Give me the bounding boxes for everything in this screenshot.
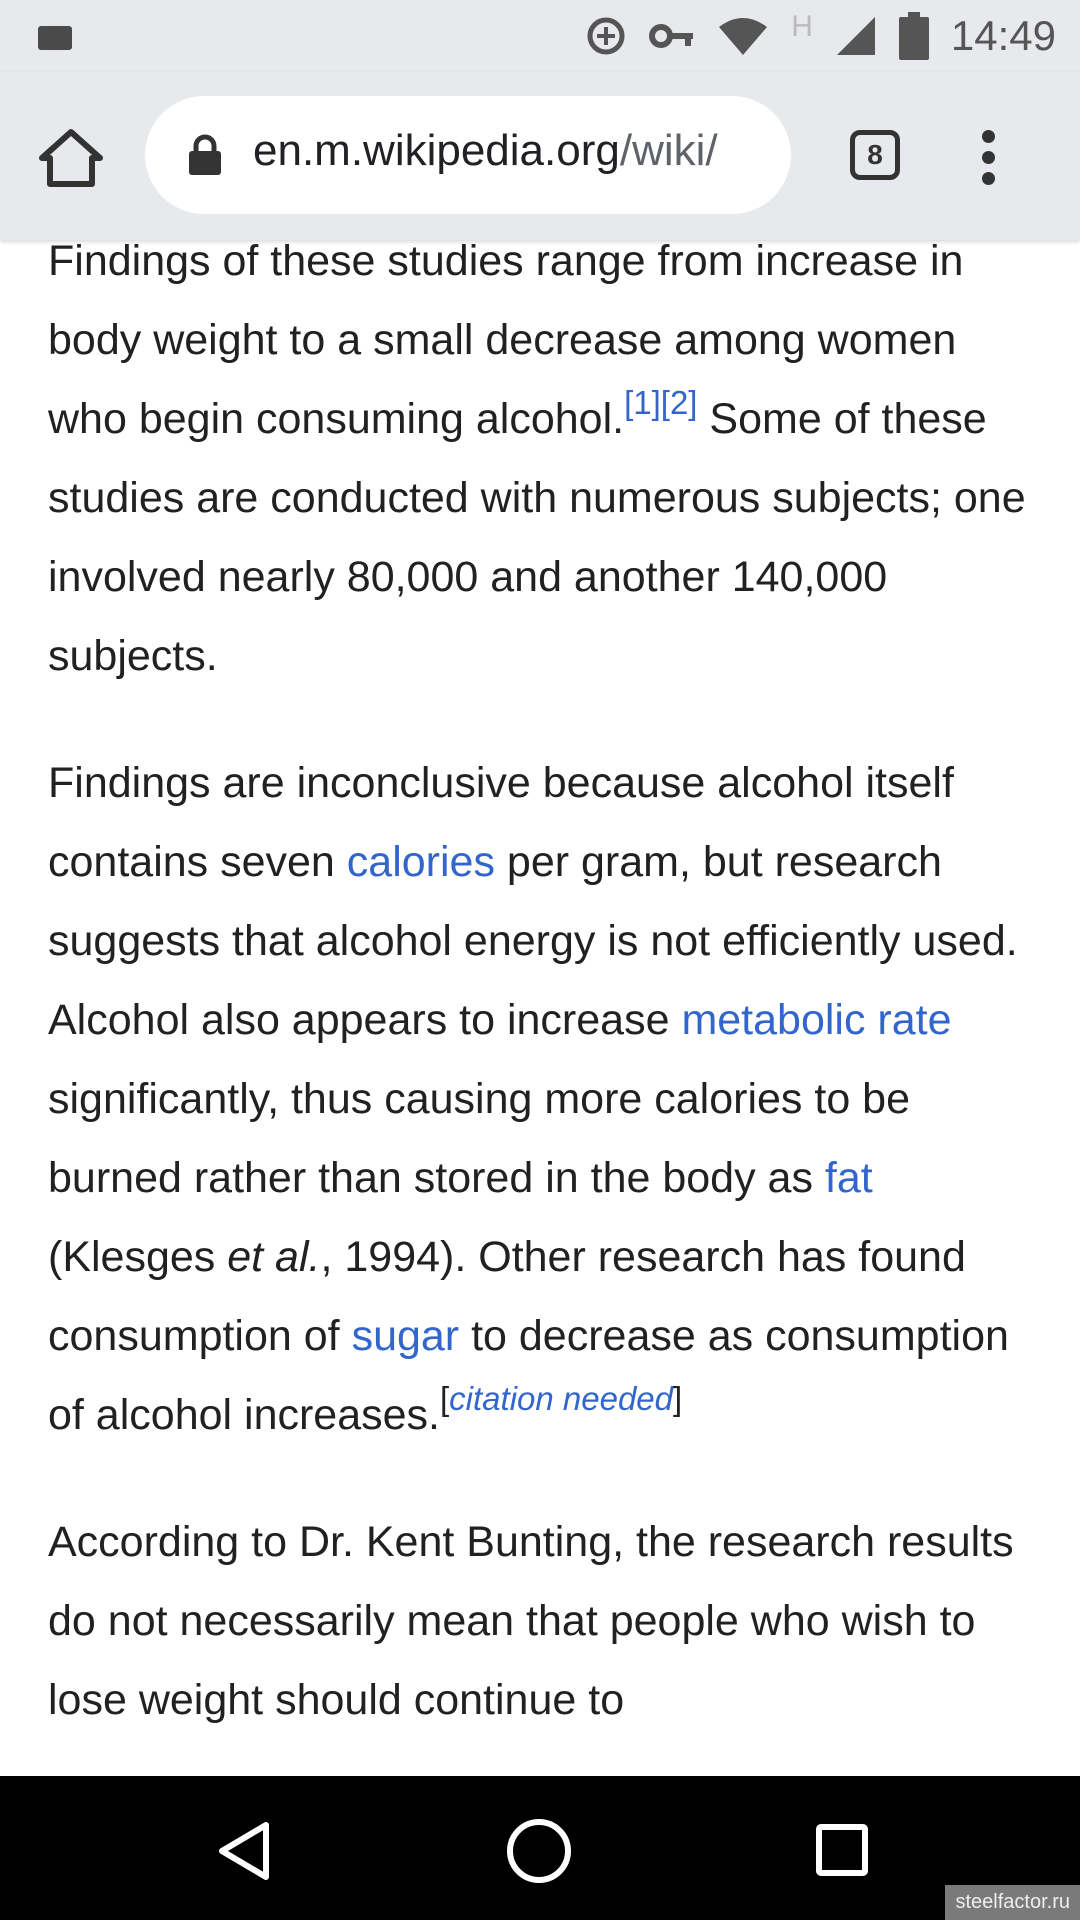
link-metabolic-rate[interactable]: metabolic rate: [681, 996, 952, 1044]
paragraph-text: Findings are inconclusive because alcohol itself contains seven: [48, 759, 954, 886]
notification-icon: [38, 26, 72, 50]
paragraph-text: (Klesges: [48, 1233, 228, 1281]
browser-toolbar: [0, 72, 1080, 240]
more-menu-icon[interactable]: [982, 130, 996, 186]
article-body: [48, 222, 1038, 1788]
paragraph-2: [48, 744, 1038, 1455]
url-domain: en.m.wikipedia.org: [253, 126, 620, 175]
lock-icon: [187, 134, 223, 176]
tabs-icon[interactable]: [850, 130, 900, 180]
citation-needed-link[interactable]: citation needed: [449, 1379, 674, 1417]
paragraph-text: Findings of these studies range from increase in body weight to a small decrease among women who begin consuming alcohol.: [48, 237, 964, 443]
home-circle-icon[interactable]: [506, 1818, 572, 1884]
cell-signal-icon: [835, 15, 877, 57]
link-calories[interactable]: calories: [346, 838, 495, 886]
system-nav-bar: [0, 1776, 1080, 1920]
reference-link[interactable]: [1][2]: [624, 383, 698, 421]
battery-icon: [899, 12, 929, 60]
url-text: [253, 126, 718, 176]
home-icon[interactable]: [38, 128, 104, 188]
clock: 14:49: [950, 12, 1056, 59]
network-type-label: H: [791, 10, 813, 43]
reference-links[interactable]: [624, 384, 697, 421]
wifi-icon: [717, 15, 769, 57]
vpn-key-icon: [649, 21, 695, 51]
data-saver-icon: [585, 15, 627, 57]
paragraph-text: per gram, but research suggests that alcohol energy is not efficiently used. Alcohol also appears to increase: [48, 838, 1018, 1044]
et-al-text: et al.: [227, 1233, 321, 1281]
url-bar[interactable]: [145, 96, 791, 214]
link-sugar[interactable]: sugar: [351, 1312, 460, 1360]
paragraph-text: significantly, thus causing more calories to be burned rather than stored in the body as: [48, 1075, 911, 1202]
watermark: steelfactor.ru: [945, 1885, 1080, 1920]
paragraph-1: [48, 222, 1038, 696]
recents-icon[interactable]: [816, 1824, 868, 1876]
paragraph-text: , 1994). Other research has found consumption of: [48, 1233, 966, 1360]
link-fat[interactable]: fat: [824, 1154, 873, 1202]
paragraph-3: [48, 1503, 1038, 1740]
paragraph-text: to decrease as consumption of alcohol increases.: [48, 1312, 1009, 1439]
paragraph-text: Some of these studies are conducted with numerous subjects; one involved nearly 80,000 and another 140,000 subjects.: [48, 395, 1026, 680]
bracket: [: [440, 1379, 450, 1417]
tab-count: 8: [867, 139, 883, 170]
status-bar: [0, 0, 1080, 72]
back-icon[interactable]: [214, 1820, 274, 1882]
paragraph-text: According to Dr. Kent Bunting, the research results do not necessarily mean that people who wish to lose weight should continue to: [48, 1518, 1014, 1724]
bracket: ]: [673, 1379, 683, 1417]
url-path: /wiki/: [619, 126, 718, 175]
citation-needed[interactable]: [440, 1380, 682, 1417]
